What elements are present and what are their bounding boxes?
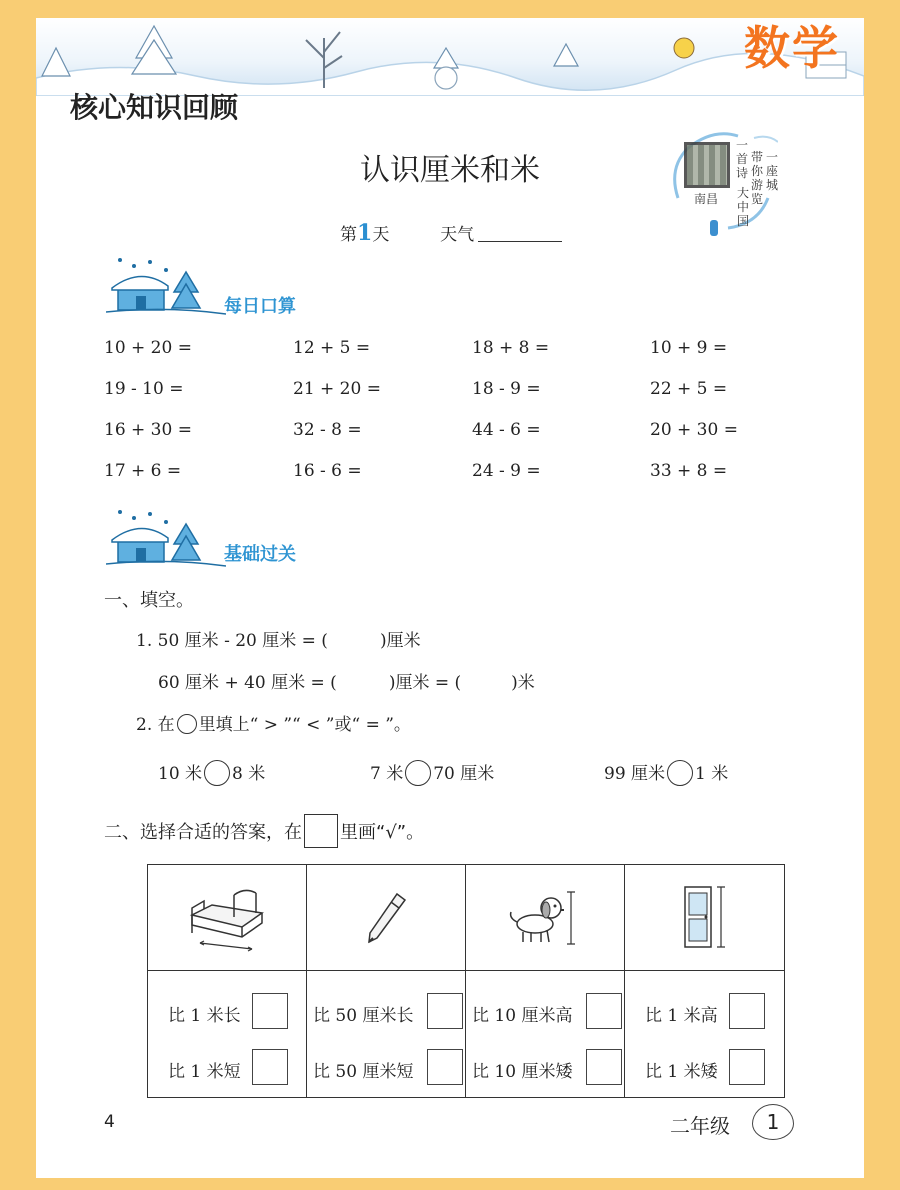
- calc-problem: 12 + 5 =: [293, 338, 371, 358]
- compare-left: 99 厘米: [604, 764, 666, 784]
- compare-right: 8 米: [232, 764, 266, 784]
- question-1-2: [158, 668, 535, 693]
- check-box[interactable]: [729, 993, 765, 1029]
- option-label: 比 50 厘米短: [313, 1062, 414, 1082]
- compare-left: 10 米: [158, 764, 203, 784]
- compare-right: 70 厘米: [433, 764, 495, 784]
- day-prefix: 第: [340, 225, 357, 245]
- snow-house-icon: [106, 256, 226, 318]
- subject-title: 数学: [744, 21, 840, 75]
- compare-item: [158, 759, 265, 786]
- check-box[interactable]: [427, 1049, 463, 1085]
- snow-house-icon: [106, 508, 226, 570]
- q1-3-instruction: 里填上“ > ”“ < ”或“ = ”。: [198, 715, 411, 735]
- qr-text-col1: 一首诗: [735, 138, 748, 180]
- calc-problem: 16 - 6 =: [293, 461, 362, 481]
- page-number: 4: [104, 1112, 115, 1132]
- question-1-1: [136, 626, 421, 651]
- option-label: 比 1 米矮: [645, 1062, 718, 1082]
- calc-problem: 10 + 20 =: [104, 338, 192, 358]
- q1-1-unit: )厘米: [379, 631, 421, 651]
- calc-problem: 17 + 6 =: [104, 461, 182, 481]
- question-1-3: [136, 710, 411, 735]
- q1-2-unit: )米: [511, 673, 535, 693]
- calc-problem: 18 + 8 =: [472, 338, 550, 358]
- dog-icon: [505, 888, 585, 948]
- compare-circle[interactable]: [667, 760, 693, 786]
- check-box[interactable]: [586, 1049, 622, 1085]
- calc-problem: 10 + 9 =: [650, 338, 728, 358]
- bed-icon: [182, 883, 272, 953]
- compare-item: [370, 759, 494, 786]
- calc-problem: 44 - 6 =: [472, 420, 541, 440]
- circle-symbol-icon: [177, 714, 197, 734]
- option-label: 比 50 厘米长: [313, 1006, 414, 1026]
- basics-heading: 基础过关: [224, 544, 296, 565]
- compare-right: 1 米: [695, 764, 729, 784]
- qr-caption: 南昌: [694, 192, 719, 206]
- calc-problem: 21 + 20 =: [293, 379, 381, 399]
- compare-left: 7 米: [370, 764, 404, 784]
- qr-text-col3: 一座城: [765, 150, 778, 192]
- option-label: 比 1 米长: [168, 1006, 241, 1026]
- square-symbol-icon: [304, 814, 338, 848]
- calc-problem: 33 + 8 =: [650, 461, 728, 481]
- winter-banner: [36, 18, 864, 96]
- calc-problem: 19 - 10 =: [104, 379, 184, 399]
- check-box[interactable]: [586, 993, 622, 1029]
- compare-item: [604, 759, 728, 786]
- table-cell-image: [466, 865, 625, 971]
- calc-problem: 22 + 5 =: [650, 379, 728, 399]
- weather-blank[interactable]: [478, 226, 562, 242]
- option-label: 比 1 米短: [168, 1062, 241, 1082]
- day-suffix: 天: [372, 225, 390, 245]
- calc-problem: 16 + 30 =: [104, 420, 192, 440]
- table-cell-options: [466, 971, 625, 1097]
- day-line: [340, 220, 562, 246]
- calc-problem: 18 - 9 =: [472, 379, 541, 399]
- q1-2-text: 60 厘米 + 40 厘米 = (: [158, 673, 337, 693]
- question-2-title: [104, 814, 424, 848]
- calc-problem: 32 - 8 =: [293, 420, 362, 440]
- option-label: 比 1 米高: [645, 1006, 718, 1026]
- weather-label: 天气: [440, 225, 475, 245]
- check-box[interactable]: [252, 993, 288, 1029]
- qr-code-image[interactable]: [684, 142, 730, 188]
- qr-text-col4: 大中国: [736, 186, 749, 228]
- calc-problem: 20 + 30 =: [650, 420, 738, 440]
- calc-problem: 24 - 9 =: [472, 461, 541, 481]
- lesson-title: 认识厘米和米: [360, 153, 540, 188]
- option-label: 比 10 厘米矮: [472, 1062, 573, 1082]
- table-cell-image: [625, 865, 784, 971]
- choice-table: [147, 864, 785, 1098]
- table-cell-image: [307, 865, 466, 971]
- q1-2-mid: )厘米 = (: [388, 673, 462, 693]
- q2-title-instruction: 里画“√”。: [340, 822, 425, 843]
- table-cell-options: [625, 971, 784, 1097]
- table-cell-image: [148, 865, 307, 971]
- daily-calc-heading: 每日口算: [224, 296, 296, 317]
- option-label: 比 10 厘米高: [472, 1006, 573, 1026]
- q2-title-text: 二、选择合适的答案，在: [104, 822, 302, 843]
- volume-badge: 1: [752, 1104, 794, 1140]
- pen-icon: [361, 888, 411, 948]
- door-icon: [675, 883, 735, 953]
- day-number: 1: [357, 220, 373, 246]
- section-title: 核心知识回顾: [70, 91, 239, 124]
- compare-circle[interactable]: [405, 760, 431, 786]
- compare-circle[interactable]: [204, 760, 230, 786]
- table-cell-options: [307, 971, 466, 1097]
- check-box[interactable]: [427, 993, 463, 1029]
- q1-3-text: 2. 在: [136, 715, 175, 735]
- qr-text-col2: 带你游览: [750, 150, 763, 206]
- check-box[interactable]: [252, 1049, 288, 1085]
- question-1-title: 一、填空。: [104, 590, 194, 611]
- check-box[interactable]: [729, 1049, 765, 1085]
- grade-label: 二年级: [670, 1114, 730, 1138]
- table-cell-options: [148, 971, 307, 1097]
- q1-1-text: 1. 50 厘米 - 20 厘米 = (: [136, 631, 328, 651]
